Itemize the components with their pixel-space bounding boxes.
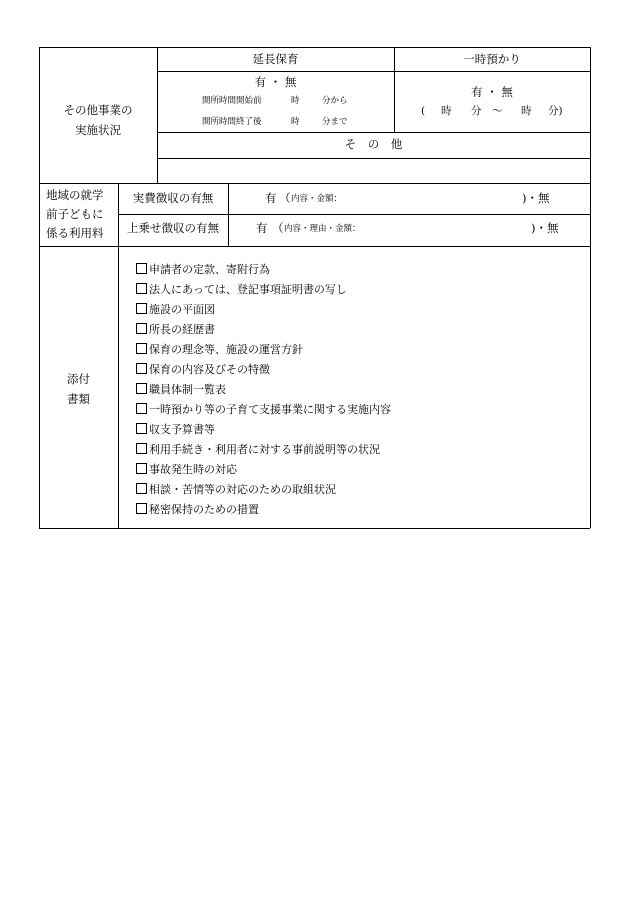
- attachment-item-label: 利用手続き・利用者に対する事前説明等の状況: [149, 443, 380, 456]
- extended-after-suffix: 分まで: [322, 117, 348, 127]
- actual-cost-open: （: [279, 191, 291, 205]
- row-divider: [118, 214, 590, 215]
- checkbox-icon[interactable]: [136, 503, 147, 514]
- temporary-care-header: 一時預かり: [463, 52, 521, 66]
- row-divider: [157, 132, 590, 133]
- checkbox-icon[interactable]: [136, 423, 147, 434]
- temporary-hour1: 時: [441, 105, 452, 117]
- attachment-item-label: 事故発生時の対応: [149, 463, 237, 476]
- checkbox-icon[interactable]: [136, 383, 147, 394]
- section-divider: [39, 183, 590, 184]
- fees-label-line1: 地域の就学: [46, 188, 104, 202]
- temporary-care-yes-no: 有 ・ 無: [471, 85, 513, 99]
- checkbox-icon[interactable]: [136, 323, 147, 334]
- other-services-label: [39, 100, 157, 140]
- checkbox-icon[interactable]: [136, 363, 147, 374]
- table-border-bottom: [39, 528, 590, 529]
- surcharge-hint: 内容・理由・金額：: [284, 224, 361, 234]
- attachments-label-line1: 添付: [67, 372, 90, 386]
- temporary-min1: 分: [471, 105, 482, 117]
- attachment-item-label: 法人にあっては、登記事項証明書の写し: [149, 283, 347, 296]
- attachment-item: [136, 380, 391, 400]
- extended-after-label: 開所時間終了後: [202, 117, 262, 127]
- attachments-label-line2: 書類: [67, 392, 90, 406]
- attachment-item: [136, 280, 391, 300]
- attachments-list: [136, 260, 391, 520]
- surcharge-yes: 有: [256, 221, 268, 235]
- attachments-label: [39, 369, 118, 409]
- row-divider: [157, 71, 590, 72]
- surcharge-close-no: )・無: [531, 221, 559, 235]
- extended-care-header: 延長保育: [252, 52, 299, 66]
- actual-cost-close-no: )・無: [522, 191, 550, 205]
- column-divider: [118, 183, 119, 528]
- section-divider: [39, 246, 590, 247]
- attachment-item-label: 一時預かり等の子育て支援事業に関する実施内容: [149, 403, 391, 416]
- attachment-item: [136, 440, 391, 460]
- table-border-right: [590, 47, 591, 528]
- extended-before-label: 開所時間開始前: [202, 96, 262, 106]
- checkbox-icon[interactable]: [136, 283, 147, 294]
- fees-label: [46, 186, 104, 243]
- temporary-open-paren: (: [421, 105, 426, 117]
- checkbox-icon[interactable]: [136, 343, 147, 354]
- attachment-item: [136, 420, 391, 440]
- checkbox-icon[interactable]: [136, 263, 147, 274]
- checkbox-icon[interactable]: [136, 303, 147, 314]
- checkbox-icon[interactable]: [136, 403, 147, 414]
- temporary-hour2: 時: [521, 105, 532, 117]
- actual-cost-label: 実費徴収の有無: [132, 191, 214, 205]
- attachment-item: [136, 260, 391, 280]
- checkbox-icon[interactable]: [136, 443, 147, 454]
- temporary-min2: 分): [548, 105, 563, 117]
- actual-cost-yes: 有: [265, 191, 277, 205]
- attachment-item: [136, 500, 391, 520]
- actual-cost-hint: 内容・金額：: [291, 194, 343, 204]
- attachment-item: [136, 360, 391, 380]
- extended-after-hour: 時: [291, 117, 300, 127]
- other-services-label-line1: その他事業の: [63, 103, 133, 117]
- attachment-item: [136, 300, 391, 320]
- attachment-item-label: 申請者の定款、寄附行為: [149, 263, 270, 276]
- attachment-item-label: 相談・苦情等の対応のための取組状況: [149, 483, 336, 496]
- attachment-item-label: 収支予算書等: [149, 423, 215, 436]
- checkbox-icon[interactable]: [136, 483, 147, 494]
- other-services-label-line2: 実施状況: [75, 123, 121, 137]
- attachment-item-label: 施設の平面図: [149, 303, 215, 316]
- attachment-item: [136, 480, 391, 500]
- extended-before-suffix: 分から: [322, 96, 348, 106]
- attachment-item: [136, 320, 391, 340]
- row-divider: [157, 158, 590, 159]
- fees-label-line3: 係る利用料: [46, 226, 104, 240]
- attachment-item: [136, 340, 391, 360]
- temporary-tilde: ～: [492, 105, 503, 117]
- checkbox-icon[interactable]: [136, 463, 147, 474]
- fees-label-line2: 前子どもに: [46, 207, 104, 221]
- attachment-item-label: 職員体制一覧表: [149, 383, 226, 396]
- surcharge-label: 上乗せ徴収の有無: [127, 221, 219, 235]
- attachment-item-label: 所長の経歴書: [149, 323, 215, 336]
- attachment-item: [136, 460, 391, 480]
- attachment-item-label: 保育の理念等、施設の運営方針: [149, 343, 303, 356]
- attachment-item-label: 保育の内容及びその特徴: [149, 363, 270, 376]
- extended-care-yes-no: 有 ・ 無: [254, 75, 297, 89]
- attachment-item: [136, 400, 391, 420]
- other-header: そ の 他: [344, 137, 403, 151]
- attachment-item-label: 秘密保持のための措置: [149, 503, 259, 516]
- surcharge-open: （: [272, 221, 284, 235]
- extended-before-hour: 時: [291, 96, 300, 106]
- column-divider: [157, 47, 158, 183]
- table-border-top: [39, 47, 590, 48]
